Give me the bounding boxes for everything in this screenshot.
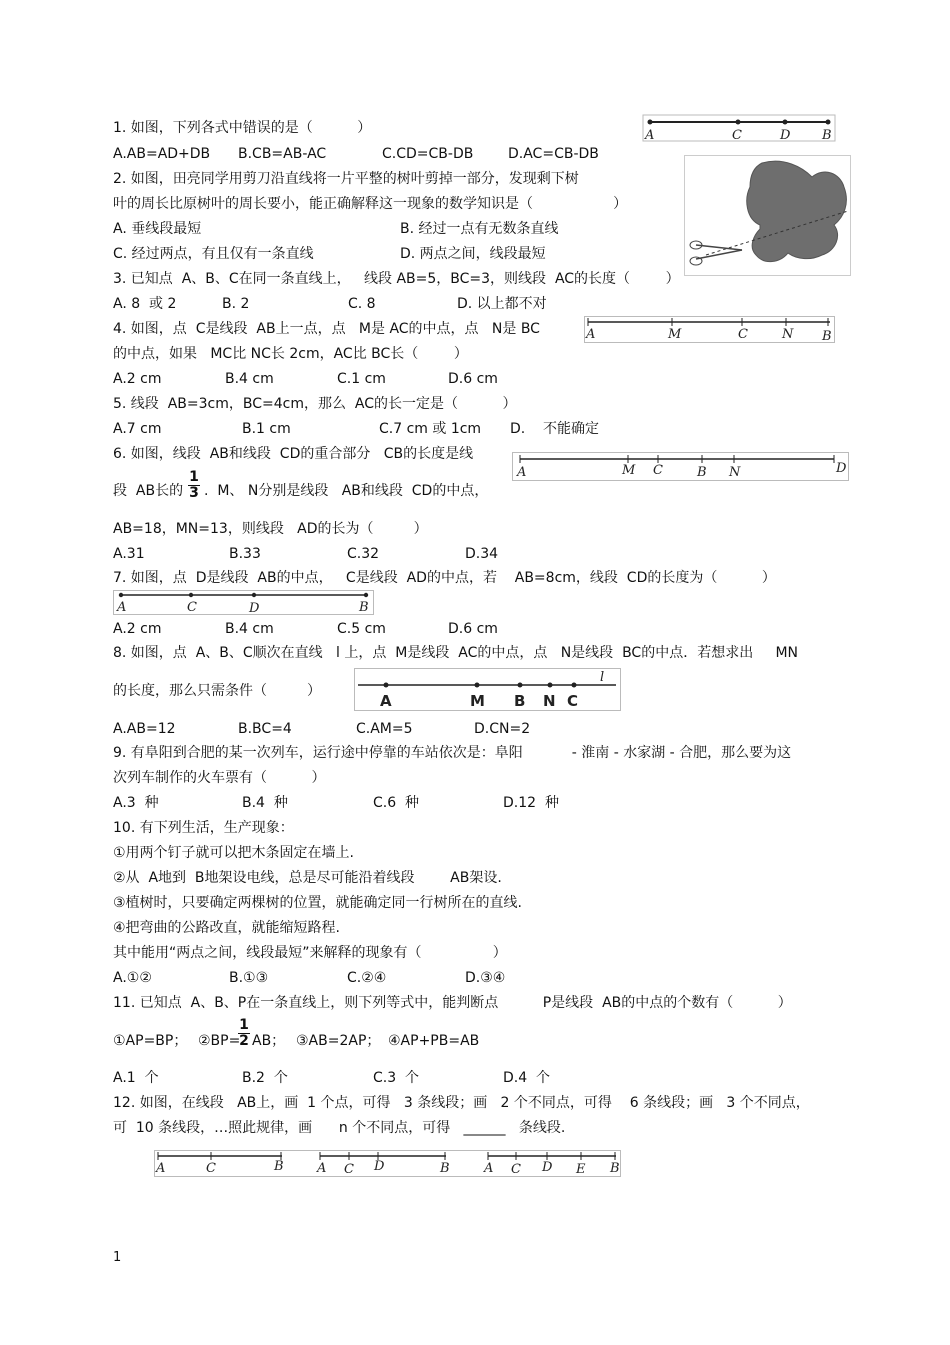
q11-condition-4: ④AP+PB=AB [388,1033,480,1049]
q11-condition-1: ①AP=BP； [113,1033,188,1049]
fig12c-label-d: D [542,1160,553,1175]
q3-option-b: B. 2 [222,296,250,312]
q2-line1: 2. 如图，田亮同学用剪刀沿直线将一片平整的树叶剪掉一部分，发现剩下树 [113,171,579,187]
fig12b-label-c: C [344,1162,354,1177]
fig12c-label-a: A [484,1161,494,1176]
q10-stem: 10. 有下列生活，生产现象： [113,820,294,836]
fig8-label-c: C [567,692,579,710]
q8-line1: 8. 如图，点 A、B、C顺次在直线 l 上，点 M是线段 AC的中点，点 N是线段 BC的中点．若想求出 MN [113,645,798,661]
q4-option-c: C.1 cm [337,371,386,387]
fig7-label-d: D [249,601,260,616]
q8-option-d: D.CN=2 [474,721,531,737]
figure-q2-leaf-scissors [684,155,852,281]
q5-stem: 5. 线段 AB=3cm，BC=4cm，那么 AC的长一定是（ ） [113,396,517,412]
fig6-label-m: M [622,463,636,478]
q2-option-d: D. 两点之间，线段最短 [400,246,546,262]
q7-option-b: B.4 cm [225,621,274,637]
q11-option-a: A.1 个 [113,1070,159,1086]
fig12c-label-b: B [610,1161,620,1176]
q8-option-b: B.BC=4 [238,721,292,737]
figure-q12-segments [154,1150,624,1182]
q1-option-a: A.AB=AD+DB [113,146,211,162]
q2-option-c: C. 经过两点，有且仅有一条直线 [113,246,314,262]
q4-option-d: D.6 cm [448,371,498,387]
q2-option-b: B. 经过一点有无数条直线 [400,221,559,237]
q8-option-c: C.AM=5 [356,721,413,737]
q12-line2: 可 10 条线段，…照此规律，画 n 个不同点，可得 ______ 条线段. [113,1120,566,1136]
fig8-label-m: M [470,692,485,710]
q11-option-b: B.2 个 [242,1070,288,1086]
fig12a-label-c: C [206,1161,216,1176]
q8-line2: 的长度，那么只需条件（ ） [113,683,322,699]
q6-option-a: A.31 [113,546,145,562]
q7-option-a: A.2 cm [113,621,162,637]
fig12a-label-a: A [156,1161,166,1176]
q2-line2: 叶的周长比原树叶的周长要小，能正确解释这一现象的数学知识是（ ） [113,196,628,212]
fig4-label-c: C [738,327,748,342]
q9-option-c: C.6 种 [373,795,420,811]
q4-line1: 4. 如图，点 C是线段 AB上一点，点 M是 AC的中点，点 N是 BC [113,321,540,337]
q10-option-a: A.①② [113,970,152,986]
figure-q4-segment [584,316,836,348]
q9-option-d: D.12 种 [503,795,559,811]
q9-line2: 次列车制作的火车票有（ ） [113,770,326,786]
q6-option-d: D.34 [465,546,499,562]
q10-option-d: D.③④ [465,970,506,986]
fig8-label-a: A [380,692,392,710]
q1-option-b: B.CB=AB-AC [238,146,327,162]
fig8-label-n: N [543,692,556,710]
q7-stem: 7. 如图，点 D是线段 AB的中点， C是线段 AD的中点，若 AB=8cm，线段 CD的长度为（ ） [113,570,776,586]
q11-condition-2-pre: ②BP= [198,1033,241,1049]
figure-q7-segment [113,590,375,620]
q9-option-b: B.4 种 [242,795,288,811]
q9-line1: 9. 有阜阳到合肥的某一次列车，运行途中停靠的车站依次是：阜阳 - 淮南 - 水家湖 - 合肥，那么要为这 [113,745,792,761]
fig12b-label-d: D [374,1159,385,1174]
q6-line1: 6. 如图，线段 AB和线段 CD的重合部分 CB的长度是线 [113,446,474,462]
q11-condition-3: ③AB=2AP； [296,1033,381,1049]
q4-option-a: A.2 cm [113,371,162,387]
q8-option-a: A.AB=12 [113,721,176,737]
q10-option-c: C.②④ [347,970,387,986]
fig12a-label-b: B [274,1159,284,1174]
q10-question: 其中能用“两点之间，线段最短”来解释的现象有（ ） [113,945,507,961]
fig7-label-c: C [187,600,197,615]
figure-q6-segments [512,452,850,486]
q10-item-2: ②从 A地到 B地架设电线，总是尽可能沿着线段 AB架设. [113,870,502,886]
fig6-label-n: N [729,465,741,480]
q5-option-d: D. 不能确定 [510,421,600,437]
fig7-label-a: A [117,600,127,615]
fig6-label-b: B [697,465,707,480]
fig12b-label-a: A [317,1161,327,1176]
fig12c-label-e: E [576,1162,586,1177]
fig7-label-b: B [359,600,369,615]
q6-line2-pre: 段 AB长的 [113,483,184,499]
q10-item-3: ③植树时，只要确定两棵树的位置，就能确定同一行树所在的直线. [113,895,522,911]
fig6-label-d: D [836,461,847,476]
fig8-label-line-l: l [600,670,605,685]
q11-condition-2-post: AB； [252,1033,286,1049]
q4-option-b: B.4 cm [225,371,274,387]
q1-option-d: D.AC=CB-DB [508,146,599,162]
q11-stem: 11. 已知点 A、B、P在一条直线上，则下列等式中，能判断点 P是线段 AB的中点的个数有（ ） [113,995,792,1011]
q11-option-c: C.3 个 [373,1070,420,1086]
q5-option-b: B.1 cm [242,421,291,437]
q4-line2: 的中点，如果 MC比 NC长 2cm，AC比 BC长（ ） [113,346,468,362]
q12-line1: 12. 如图，在线段 AB上，画 1 个点，可得 3 条线段；画 2 个不同点，可得 6 条线段；画 3 个不同点， [113,1095,810,1111]
fig6-label-a: A [517,465,527,480]
fig4-label-b: B [822,329,832,344]
q10-item-4: ④把弯曲的公路改直，就能缩短路程. [113,920,341,936]
q1-option-c: C.CD=CB-DB [382,146,474,162]
q5-option-a: A.7 cm [113,421,162,437]
fig1-label-a: A [645,128,655,142]
q6-fraction-one-third [188,471,200,500]
q11-fraction-one-half [238,1019,250,1048]
q10-item-1: ①用两个钉子就可以把木条固定在墙上. [113,845,354,861]
q6-frac-numerator: 1 [189,469,199,485]
q3-option-d: D. 以上都不对 [457,296,547,312]
q11-frac-denominator: 2 [239,1033,249,1049]
q6-frac-denominator: 3 [189,485,199,501]
fig6-label-c: C [653,463,663,478]
q2-option-a: A. 垂线段最短 [113,221,202,237]
q7-option-c: C.5 cm [337,621,386,637]
fig12c-label-c: C [511,1162,521,1177]
q5-option-c: C.7 cm 或 1cm [379,421,482,437]
q11-frac-numerator: 1 [239,1017,249,1033]
q7-option-d: D.6 cm [448,621,498,637]
fig12b-label-b: B [440,1161,450,1176]
q6-line3: AB=18，MN=13，则线段 AD的长为（ ） [113,521,428,537]
q3-option-a: A. 8 或 2 [113,296,177,312]
fig1-label-c: C [732,128,742,142]
figure-q8-line [354,668,622,716]
q11-option-d: D.4 个 [503,1070,551,1086]
q1-stem: 1. 如图，下列各式中错误的是（ ） [113,120,372,136]
q3-stem: 3. 已知点 A、B、C在同一条直线上， 线段 AB=5，BC=3，则线段 AC的长度（ ） [113,271,680,287]
q6-option-c: C.32 [347,546,380,562]
fig8-label-b: B [514,692,526,710]
fig4-label-m: M [668,327,682,342]
fig4-label-n: N [782,327,794,342]
fig4-label-a: A [586,327,596,342]
q3-option-c: C. 8 [348,296,376,312]
fig1-label-d: D [780,128,791,142]
figure-q1-segment [642,114,837,146]
q6-option-b: B.33 [229,546,261,562]
fig1-label-b: B [822,128,832,142]
q10-option-b: B.①③ [229,970,269,986]
q6-line2-post: . M、 N分别是线段 AB和线段 CD的中点， [204,483,489,499]
page-number: 1 [113,1250,122,1265]
q9-option-a: A.3 种 [113,795,159,811]
